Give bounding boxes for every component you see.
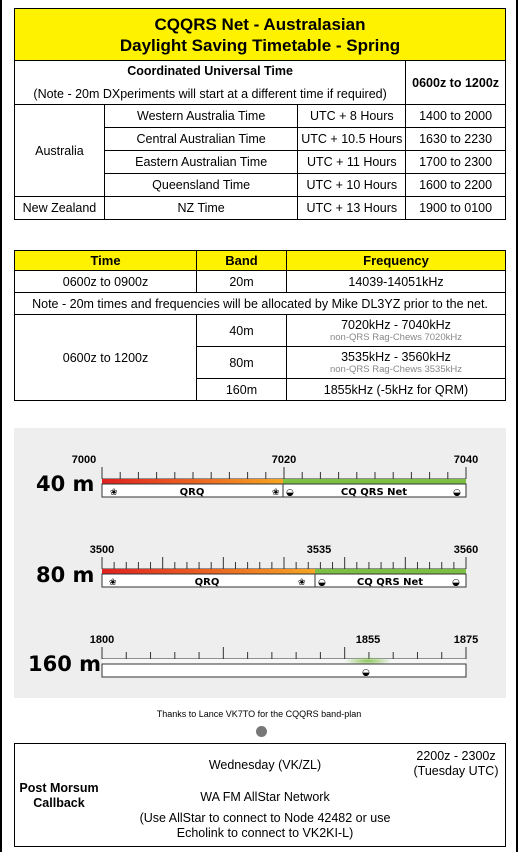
zone-cell: Queensland Time xyxy=(104,174,298,197)
australia-label: Australia xyxy=(15,105,105,197)
b40-mid: 7020 xyxy=(271,454,297,466)
callback-time-line1: 2200z - 2300z xyxy=(416,749,496,763)
b160-label-strip xyxy=(102,664,466,677)
b160-end: 1875 xyxy=(453,634,479,646)
band-plan xyxy=(14,428,506,698)
freq-80-cell xyxy=(287,347,506,379)
turtle-icon: ◒ xyxy=(452,578,460,588)
freq-80-sub: non-QRS Rag-Chews 3535kHz xyxy=(329,364,462,375)
freq-40-cell xyxy=(287,315,506,347)
row20-band: 20m xyxy=(197,271,287,293)
band-160: 160m xyxy=(197,379,287,401)
freq-80: 3535kHz - 3560kHz xyxy=(341,350,451,364)
b40-qrs-bar xyxy=(283,479,466,484)
utc-header: Coordinated Universal Time xyxy=(127,64,293,78)
nz-zone: NZ Time xyxy=(104,197,298,220)
b80-qrs-label: CQ QRS Net xyxy=(356,577,424,588)
hare-icon: ❀ xyxy=(109,578,117,588)
title-line-2: Daylight Saving Timetable - Spring xyxy=(119,35,401,55)
band-40: 40m xyxy=(197,315,287,347)
utc-header-cell xyxy=(15,61,406,105)
b80-qrq-bar xyxy=(102,569,315,574)
callback-network: WA FM AllStar Network xyxy=(200,790,330,804)
nz-region: New Zealand xyxy=(15,197,105,220)
title-line-1: CQQRS Net - Australasian xyxy=(154,14,366,34)
b40-qrq-label: QRQ xyxy=(179,487,205,498)
nz-local: 1900 to 0100 xyxy=(406,197,506,220)
window-cell: 0600z to 1200z xyxy=(406,61,506,105)
hare-icon: ❀ xyxy=(272,488,280,498)
b40-ticks xyxy=(102,467,466,479)
band-note: Note - 20m times and frequencies will be allocated by Mike DL3YZ prior to the net. xyxy=(15,293,506,315)
b40-end: 7040 xyxy=(453,454,479,466)
local-cell: 1700 to 2300 xyxy=(406,151,506,174)
b40-start: 7000 xyxy=(71,454,97,466)
row20-time: 0600z to 0900z xyxy=(15,271,197,293)
callback-note-line1: (Use AllStar to connect to Node 42482 or use xyxy=(139,811,391,825)
timetable xyxy=(14,8,506,220)
callback-time xyxy=(404,749,508,779)
time-header: Time xyxy=(15,251,197,271)
b80-start: 3500 xyxy=(89,544,115,556)
hare-icon: ❀ xyxy=(298,578,306,588)
callback-day: Wednesday (VK/ZL) xyxy=(208,758,322,772)
callback-label-line2: Callback xyxy=(33,796,85,810)
band-header: Band xyxy=(197,251,287,271)
offset-cell: UTC + 8 Hours xyxy=(298,105,406,128)
offset-cell: UTC + 11 Hours xyxy=(298,151,406,174)
b40-label: 40 m xyxy=(36,472,95,496)
zone-cell: Eastern Australian Time xyxy=(104,151,298,174)
timetable-title xyxy=(15,9,506,61)
callback-note-line2: Echolink to connect to VK2KI-L) xyxy=(176,826,354,840)
callback-note xyxy=(110,811,420,841)
band-table xyxy=(14,250,506,401)
freq-40-sub: non-QRS Rag-Chews 7020kHz xyxy=(329,332,462,343)
nz-offset: UTC + 13 Hours xyxy=(298,197,406,220)
b80-ticks xyxy=(102,557,466,569)
offset-cell: UTC + 10 Hours xyxy=(298,174,406,197)
b160-ticks xyxy=(102,647,466,659)
hare-icon: ❀ xyxy=(110,488,118,498)
b40-qrs-label: CQ QRS Net xyxy=(340,487,408,498)
b80-qrs-bar xyxy=(315,569,466,574)
carousel-dot[interactable] xyxy=(256,726,267,737)
b40-qrq-bar xyxy=(102,479,283,484)
utc-note: (Note - 20m DXperiments will start at a different time if required) xyxy=(33,87,387,101)
callback-time-line2: (Tuesday UTC) xyxy=(413,764,499,778)
zone-cell: Central Australian Time xyxy=(104,128,298,151)
b80-qrq-label: QRQ xyxy=(194,577,220,588)
local-cell: 1630 to 2230 xyxy=(406,128,506,151)
b160-start: 1800 xyxy=(89,634,115,646)
callback-label xyxy=(16,781,102,811)
b160-mid: 1855 xyxy=(355,634,381,646)
band-80: 80m xyxy=(197,347,287,379)
zone-cell: Western Australia Time xyxy=(104,105,298,128)
turtle-icon: ◒ xyxy=(286,488,294,498)
freq-40: 7020kHz - 7040kHz xyxy=(341,318,451,332)
band-plan-credit: Thanks to Lance VK7TO for the CQQRS band-plan xyxy=(156,709,362,719)
band-plan-svg xyxy=(14,428,506,698)
turtle-icon: ◒ xyxy=(318,578,326,588)
freq-160: 1855kHz (-5kHz for QRM) xyxy=(287,379,506,401)
b160-bar xyxy=(102,659,466,664)
late-time: 0600z to 1200z xyxy=(15,315,197,401)
local-cell: 1600 to 2200 xyxy=(406,174,506,197)
b80-mid: 3535 xyxy=(306,544,332,556)
local-cell: 1400 to 2000 xyxy=(406,105,506,128)
b80-end: 3560 xyxy=(453,544,479,556)
frequency-header: Frequency xyxy=(287,251,506,271)
callback-label-line1: Post Morsum xyxy=(19,781,99,795)
b160-label: 160 m xyxy=(28,652,102,676)
row20-freq: 14039-14051kHz xyxy=(287,271,506,293)
offset-cell: UTC + 10.5 Hours xyxy=(298,128,406,151)
turtle-icon: ◒ xyxy=(362,668,370,678)
b40-label-strip xyxy=(102,484,466,497)
turtle-icon: ◒ xyxy=(453,488,461,498)
b80-label: 80 m xyxy=(36,563,95,587)
